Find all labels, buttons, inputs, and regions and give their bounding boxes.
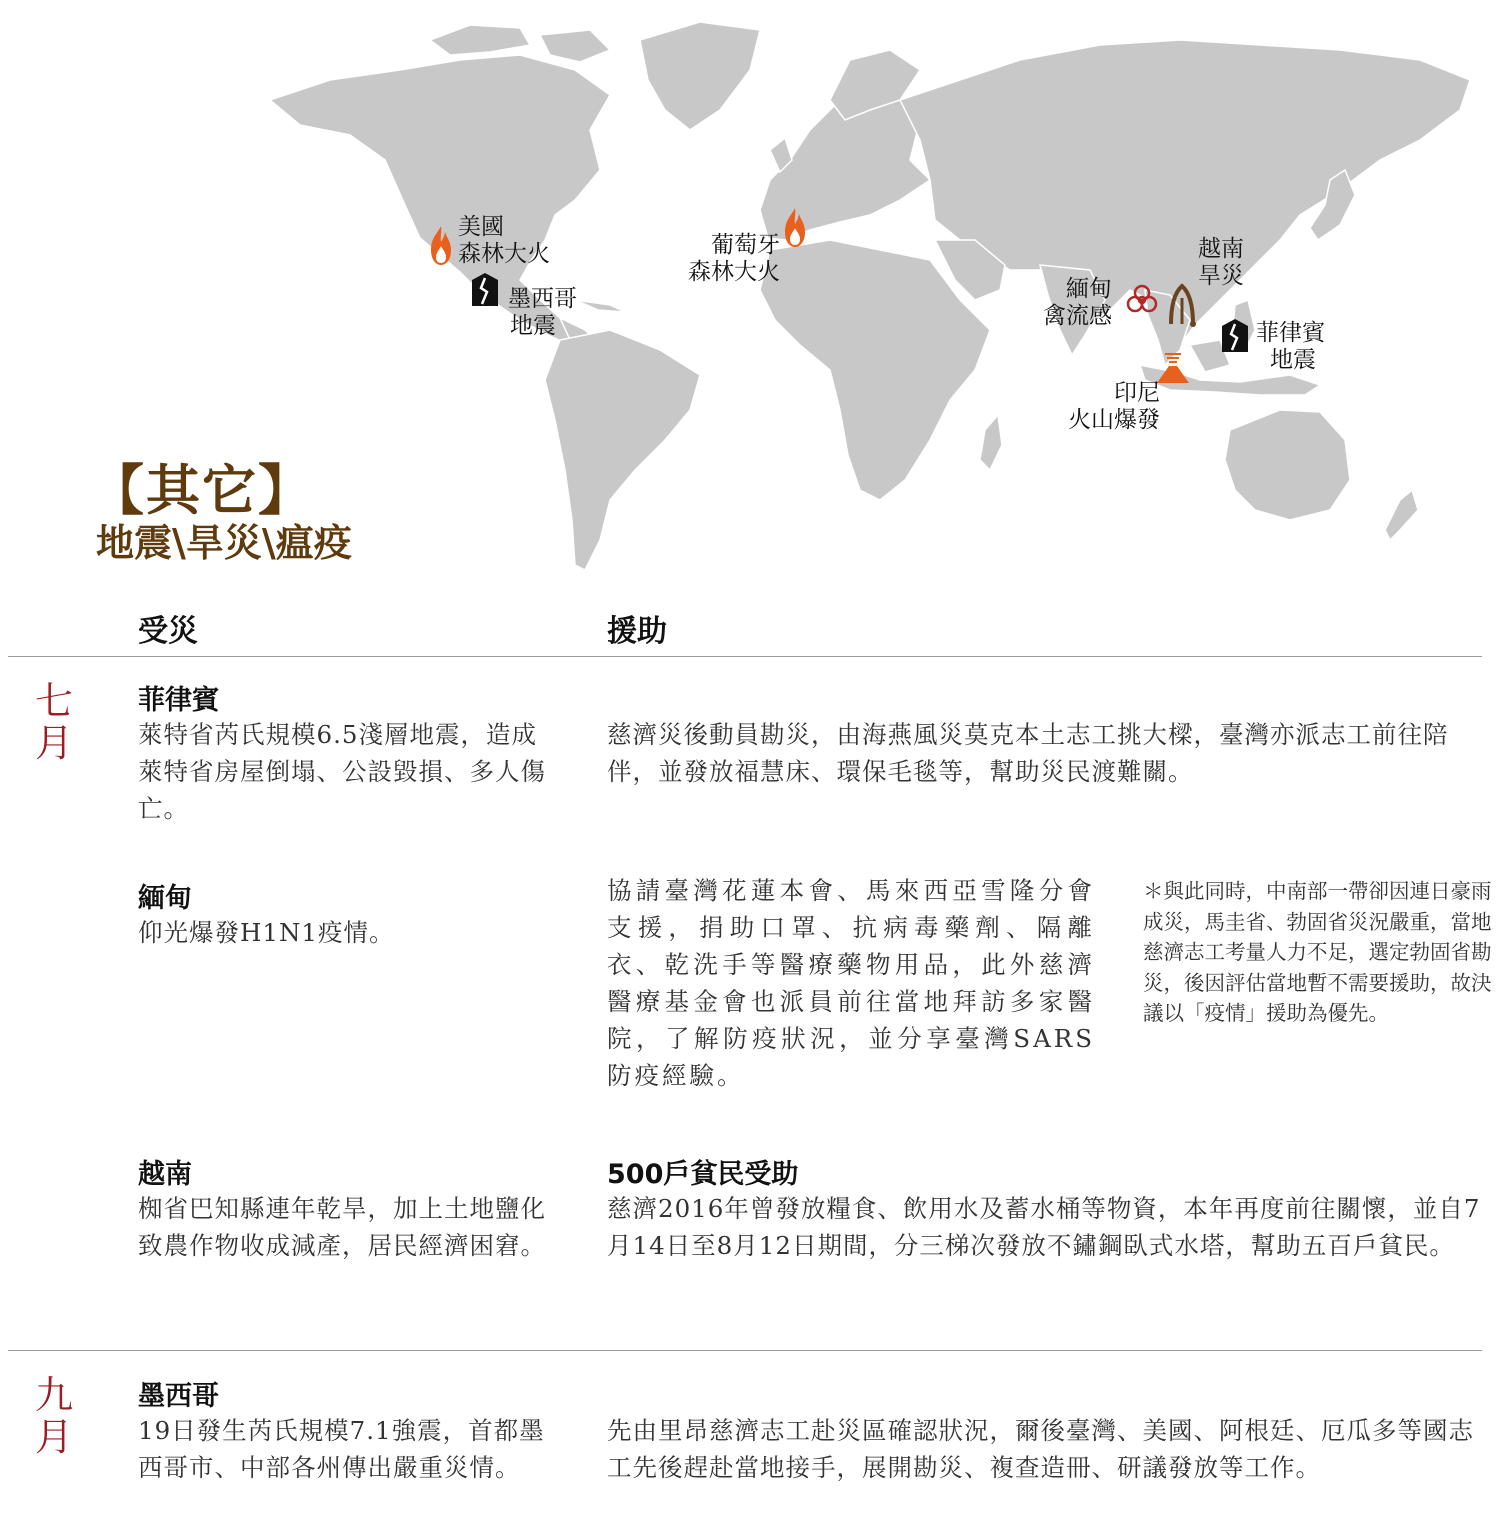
section-title: 【其它】 xyxy=(90,458,314,522)
world-map xyxy=(0,0,1500,580)
disaster-philippines: 萊特省芮氏規模6.5淺層地震，造成萊特省房屋倒塌、公設毀損、多人傷亡。 xyxy=(138,720,546,823)
country-vietnam: 越南 xyxy=(138,1159,192,1190)
greenland xyxy=(640,22,760,130)
map-label-indonesia-volcano: 印尼 火山爆發 xyxy=(1068,380,1160,433)
aid-title-vietnam: 500戶貧民受助 xyxy=(607,1159,799,1190)
map-label-vietnam-drought: 越南 旱災 xyxy=(1198,236,1244,289)
disaster-vietnam: 椥省巴知縣連年乾旱，加上土地鹽化致農作物收成減產，居民經濟困窘。 xyxy=(138,1194,546,1260)
aid-philippines: 慈濟災後動員勘災，由海燕風災莫克本土志工挑大樑，臺灣亦派志工前往陪伴，並發放福慧床、環保毛毯等，幫助災民渡難關。 xyxy=(607,720,1449,786)
country-philippines: 菲律賓 xyxy=(138,685,219,716)
australia xyxy=(1225,410,1350,520)
country-myanmar: 緬甸 xyxy=(138,883,192,914)
month-label-july: 七 月 xyxy=(34,679,73,765)
disaster-mexico: 19日發生芮氏規模7.1強震，首都墨西哥市、中部各州傳出嚴重災情。 xyxy=(138,1416,545,1482)
map-label-mexico-earthquake: 墨西哥 地震 xyxy=(508,286,577,339)
map-label-myanmar-flu: 緬甸 禽流感 xyxy=(1043,276,1112,329)
fire-icon xyxy=(427,224,455,266)
aid-vietnam: 慈濟2016年曾發放糧食、飲用水及蓄水桶等物資，本年再度前往關懷，並自7月14日至8月12日期間，分三梯次發放不鏽鋼臥式水塔，幫助五百戶貧民。 xyxy=(607,1194,1481,1260)
biohazard-icon xyxy=(1125,282,1159,316)
map-label-portugal-wildfire: 葡萄牙 森林大火 xyxy=(688,232,780,285)
aid-mexico: 先由里昂慈濟志工赴災區確認狀況，爾後臺灣、美國、阿根廷、厄瓜多等國志工先後趕赴當地接手，展開勘災、複查造冊、研議發放等工作。 xyxy=(607,1416,1474,1482)
footnote-myanmar: ＊與此同時，中南部一帶卻因連日豪雨成災，馬圭省、勃固省災況嚴重，當地慈濟志工考量人力不足，選定勃固省勘災，後因評估當地暫不需要援助，故決議以「疫情」援助為優先。 xyxy=(1143,879,1492,1025)
divider xyxy=(8,656,1482,657)
column-header-disaster: 受災 xyxy=(138,614,198,649)
month-label-september: 九 月 xyxy=(34,1373,73,1459)
volcano-icon xyxy=(1155,352,1191,384)
map-label-philippines-earthquake: 菲律賓 地震 xyxy=(1256,320,1325,373)
country-mexico: 墨西哥 xyxy=(138,1381,219,1412)
section-subtitle: 地震\旱災\瘟疫 xyxy=(96,520,352,565)
fire-icon xyxy=(781,206,809,248)
south-america xyxy=(545,330,700,570)
disaster-myanmar: 仰光爆發H1N1疫情。 xyxy=(138,918,395,947)
map-label-usa-wildfire: 美國 森林大火 xyxy=(458,214,550,267)
divider xyxy=(8,1350,1482,1351)
drought-icon xyxy=(1165,280,1199,328)
earthquake-icon xyxy=(1220,318,1250,354)
earthquake-icon xyxy=(470,272,500,308)
column-header-aid: 援助 xyxy=(607,614,667,649)
aid-myanmar: 協請臺灣花蓮本會、馬來西亞雪隆分會支援，捐助口罩、抗病毒藥劑、隔離衣、乾洗手等醫療藥物用品，此外慈濟醫療基金會也派員前往當地拜訪多家醫院，了解防疫狀況，並分享臺灣SARS防疫經驗。 xyxy=(607,876,1095,1090)
